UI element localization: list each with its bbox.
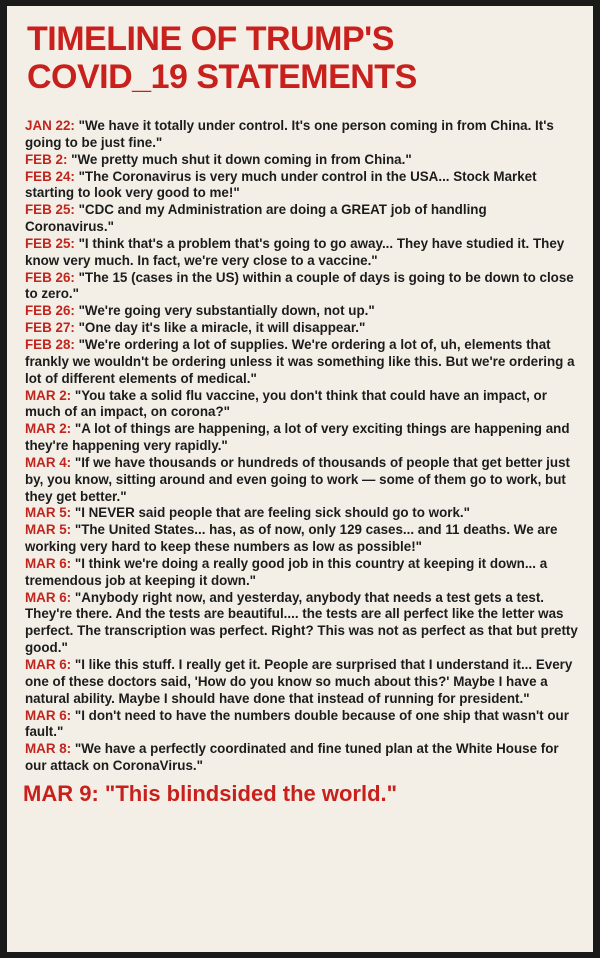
title-line-1: TIMELINE OF TRUMP'S: [27, 20, 394, 58]
statement-item: [25, 169, 579, 203]
statement-text: "I NEVER said people that are feeling sick should go to work.": [71, 505, 470, 521]
statement-text: "I think that's a problem that's going to go away... They have studied it. They know very much. In fact, we're very close to a vaccine.": [25, 235, 565, 268]
statement-text: "One day it's like a miracle, it will disappear.": [74, 320, 366, 336]
statement-text: "You take a solid flu vaccine, you don't think that could have an impact, or much of an impact, on corona?": [25, 387, 547, 420]
statement-date: MAR 6:: [25, 707, 72, 723]
final-statement: [23, 781, 579, 807]
statement-item: [25, 337, 579, 388]
poster: [7, 6, 593, 952]
statement-item: [25, 522, 579, 556]
page-title: [27, 20, 579, 96]
statement-item: [25, 202, 579, 236]
statement-item: [25, 657, 579, 708]
statement-date: MAR 5:: [25, 505, 72, 521]
statement-text: "I think we're doing a really good job in this country at keeping it down... a tremendous job at keeping it down.": [25, 555, 548, 588]
statement-date: MAR 6:: [25, 589, 72, 605]
statement-text: "We have it totally under control. It's one person coming in from China. It's going to be just fine.": [25, 118, 554, 150]
statement-date: FEB 2:: [25, 151, 68, 167]
statement-text: "We pretty much shut it down coming in from China.": [67, 151, 412, 167]
statement-text: "The Coronavirus is very much under control in the USA... Stock Market starting to look very good to me!": [25, 168, 537, 201]
statement-item: [25, 421, 579, 455]
statement-item: [25, 556, 579, 590]
statement-item: [25, 152, 579, 169]
statement-date: JAN 22:: [25, 118, 75, 133]
statement-list: [25, 118, 579, 775]
statement-text: "If we have thousands or hundreds of thousands of people that get better just by, you know, sitting around and even going to work — some of them go to work, but they get better.": [25, 454, 570, 504]
statement-item: [25, 505, 579, 522]
statement-date: MAR 6:: [25, 555, 72, 571]
final-statement-text: "This blindsided the world.": [98, 780, 398, 806]
statement-date: MAR 4:: [25, 454, 72, 470]
statement-date: FEB 25:: [25, 202, 75, 218]
statement-item: [25, 741, 579, 775]
statement-date: MAR 5:: [25, 522, 72, 538]
statement-item: [25, 590, 579, 657]
statement-item: [25, 118, 579, 152]
statement-date: FEB 26:: [25, 269, 75, 285]
statement-text: "The United States... has, as of now, only 129 cases... and 11 deaths. We are working very hard to keep these numbers as low as possible!": [25, 522, 558, 555]
statement-item: [25, 388, 579, 422]
statement-date: FEB 25:: [25, 235, 75, 251]
statement-text: "CDC and my Administration are doing a GREAT job of handling Coronavirus.": [25, 202, 487, 235]
statement-text: "Anybody right now, and yesterday, anybody that needs a test gets a test. They're there. And the tests are beautiful.... the tests are all perfect like the letter was perfect. The transcription was perfect. Right? This was not as perfect as that but pretty good.": [25, 589, 578, 656]
statement-item: [25, 236, 579, 270]
statement-text: "A lot of things are happening, a lot of very exciting things are happening and they're happening very rapidly.": [25, 421, 570, 454]
statement-item: [25, 320, 579, 337]
statement-text: "The 15 (cases in the US) within a couple of days is going to be down to close to zero.": [25, 269, 574, 302]
statement-item: [25, 303, 579, 320]
statement-date: MAR 6:: [25, 657, 72, 672]
statement-date: MAR 8:: [25, 741, 72, 757]
statement-date: FEB 24:: [25, 168, 75, 184]
final-statement-date: MAR 9:: [23, 780, 99, 806]
statement-date: MAR 2:: [25, 387, 72, 403]
statement-item: [25, 455, 579, 506]
statement-date: MAR 2:: [25, 421, 72, 437]
title-line-2: COVID_19 STATEMENTS: [27, 58, 417, 96]
statement-text: "I like this stuff. I really get it. People are surprised that I understand it... Every one of these doctors said, 'How do you know so much about this?' Maybe I have a natural ability. Maybe I should have done that instead of running for president.": [25, 657, 573, 706]
statement-item: [25, 270, 579, 304]
statement-item: [25, 708, 579, 742]
statement-date: FEB 26:: [25, 303, 75, 319]
statement-text: "I don't need to have the numbers double because of one ship that wasn't our fault.": [25, 707, 569, 740]
statement-text: "We're ordering a lot of supplies. We're ordering a lot of, uh, elements that frankly we wouldn't be ordering unless it was something like this. But we're ordering a lot of different elements of medical.": [25, 336, 575, 386]
statement-date: FEB 27:: [25, 320, 75, 336]
statement-text: "We have a perfectly coordinated and fine tuned plan at the White House for our attack on CoronaVirus.": [25, 741, 559, 774]
statement-date: FEB 28:: [25, 336, 75, 352]
statement-text: "We're going very substantially down, not up.": [74, 303, 375, 319]
